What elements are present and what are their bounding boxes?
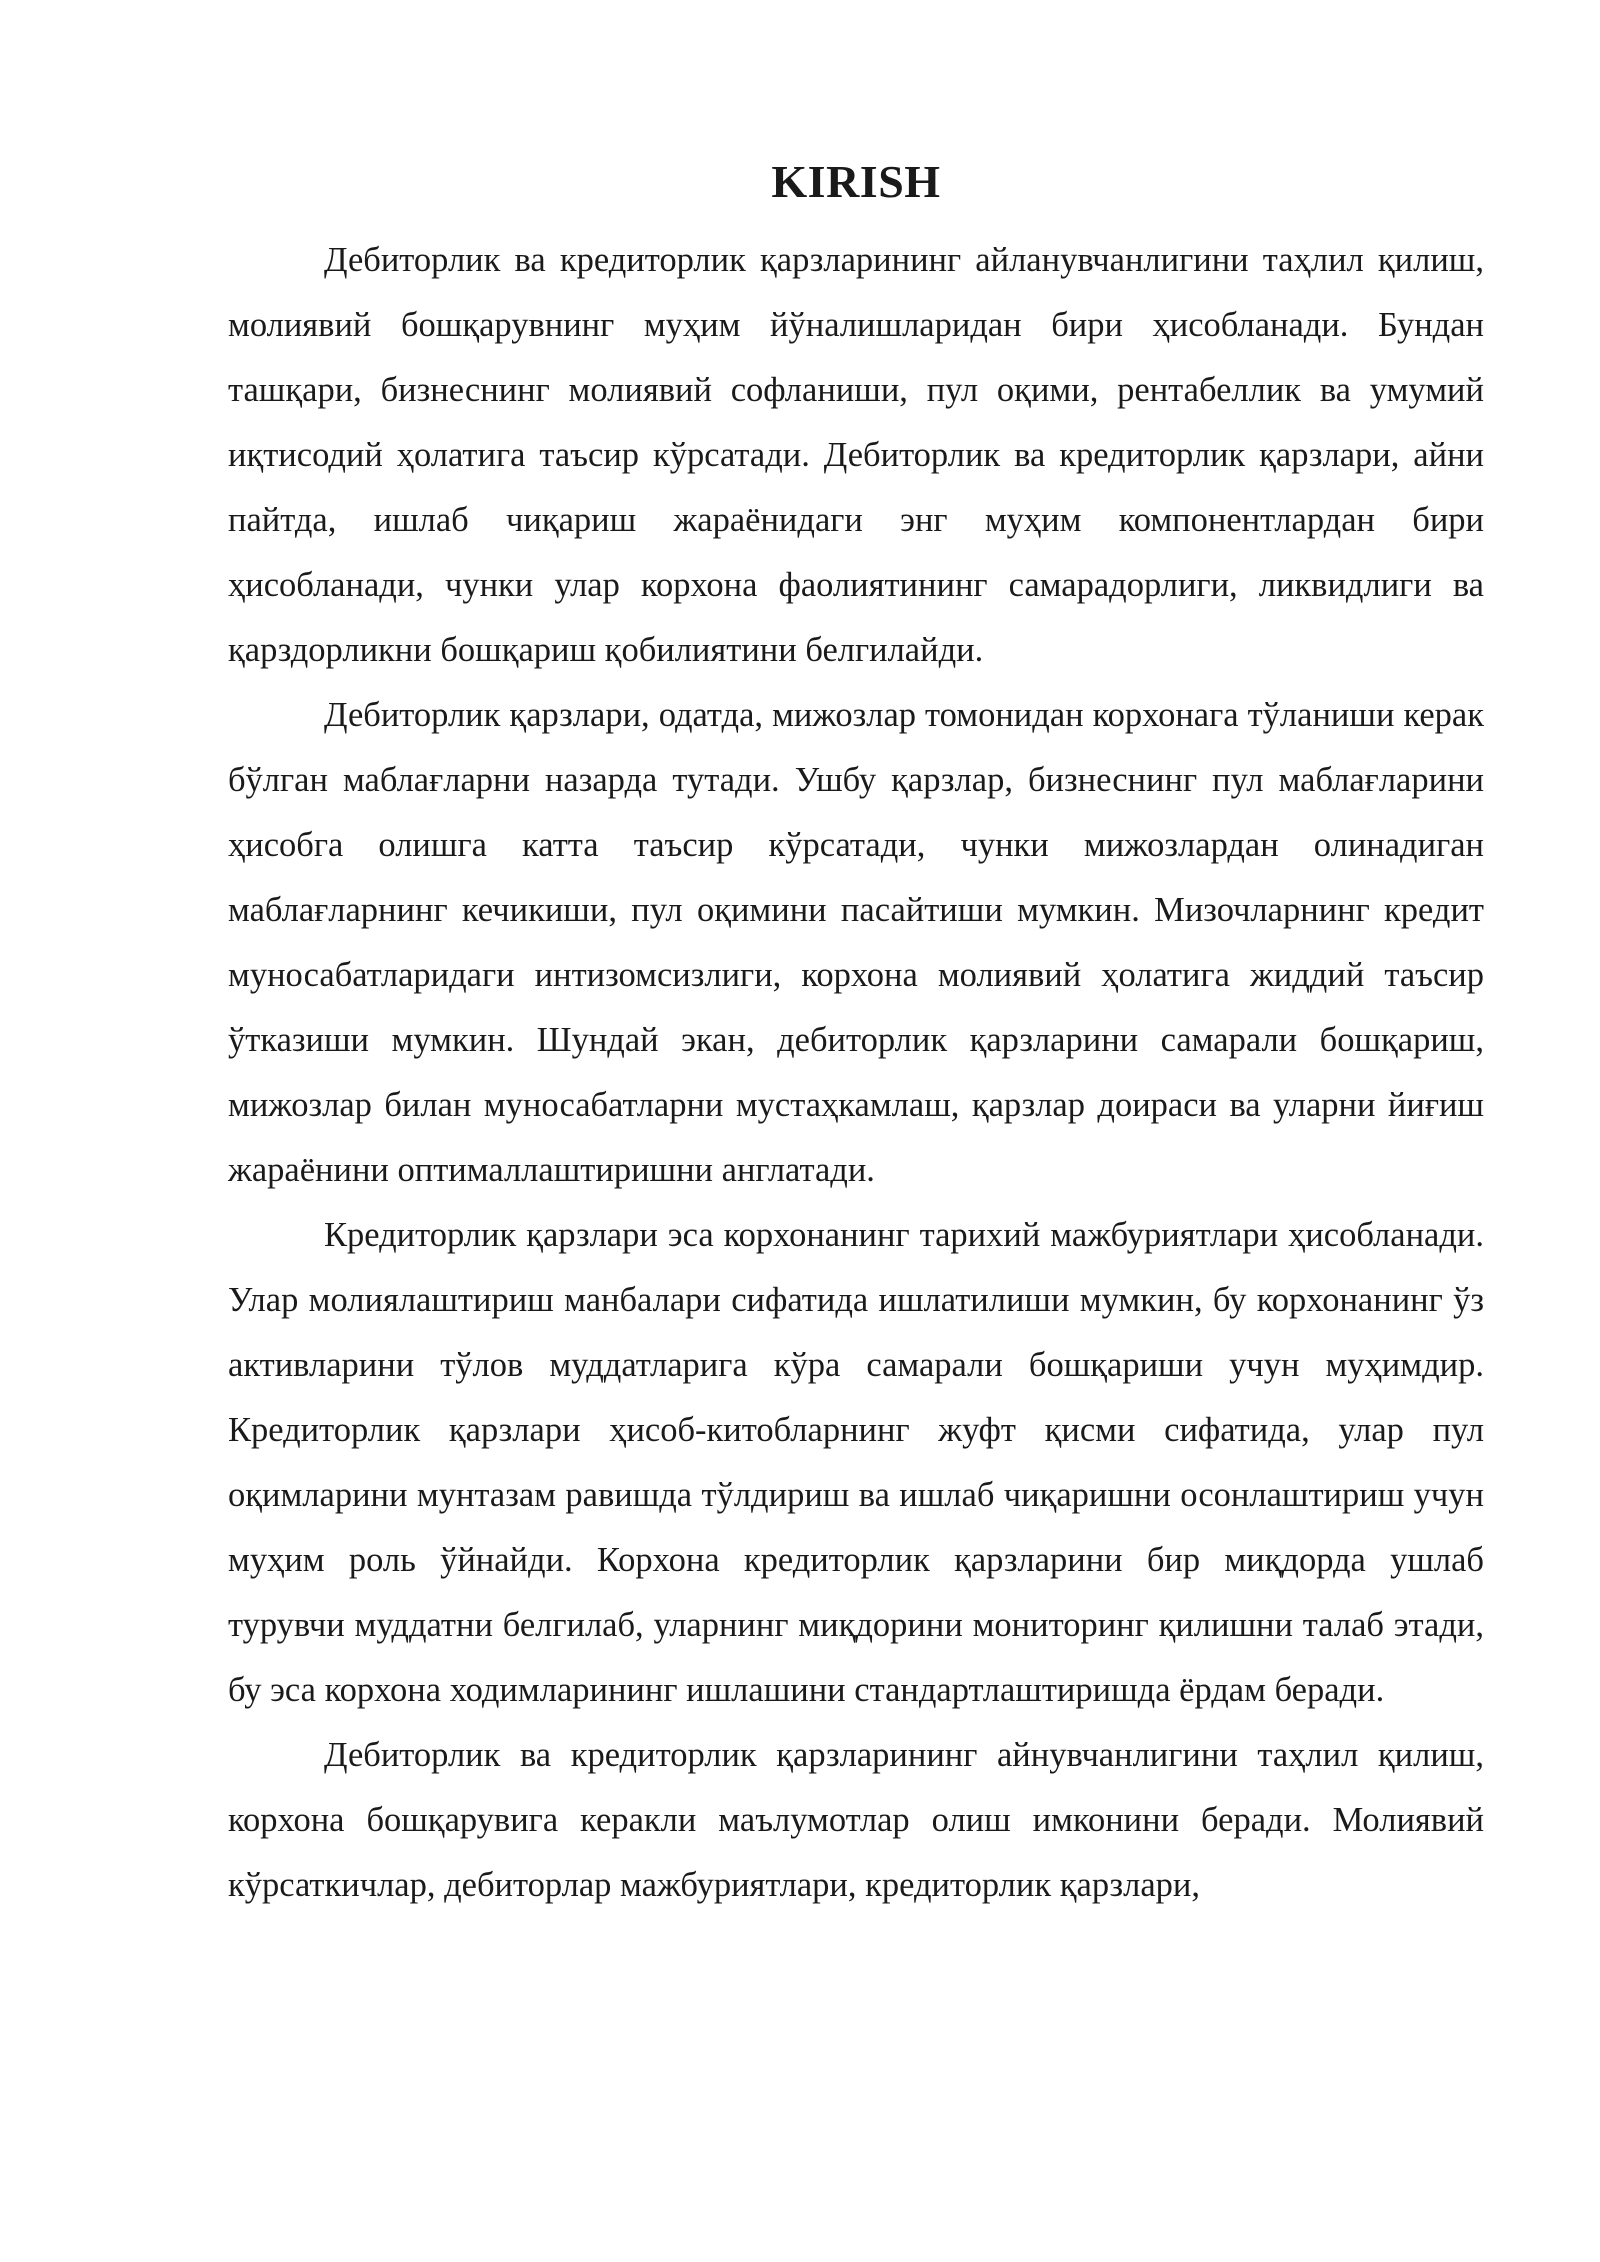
paragraph-4: Дебиторлик ва кредиторлик қарзларининг айнувчанлигини таҳлил қилиш, корхона бошқарувига керакли маълумотлар олиш имконини беради. Молиявий кўрсаткичлар, дебиторлар мажбуриятлари, кредиторлик қарзлари, [228, 1736, 1484, 1904]
paragraph-2: Дебиторлик қарзлари, одатда, мижозлар томонидан корхонага тўланиши керак бўлган маблағларни назарда тутади. Ушбу қарзлар, бизнеснинг пул маблағларини ҳисобга олишга катта таъсир кўрсатади, чунки мижозлардан олинадиган маблағларнинг кечикиши, пул оқимини пасайтиши мумкин. Мизочларнинг кредит муносабатларидаги интизомсизлиги, корхона молиявий ҳолатига жиддий таъсир ўтказиши мумкин. Шундай экан, дебиторлик қарзларини самарали бошқариш, мижозлар билан муносабатларни мустаҳкамлаш, қарзлар доираси ва уларни йиғиш жараёнини оптималлаштиришни англатади. [228, 696, 1484, 1189]
page-title: KIRISH [771, 156, 941, 207]
document-body [228, 228, 1484, 1918]
paragraph-3: Кредиторлик қарзлари эса корхонанинг тарихий мажбуриятлари ҳисобланади. Улар молиялаштириш манбалари сифатида ишлатилиши мумкин, бу корхонанинг ўз активларини тўлов муддатларига кўра самарали бошқариши учун муҳимдир. Кредиторлик қарзлари ҳисоб-китобларнинг жуфт қисми сифатида, улар пул оқимларини мунтазам равишда тўлдириш ва ишлаб чиқаришни осонлаштириш учун муҳим роль ўйнайди. Корхона кредиторлик қарзларини бир миқдорда ушлаб турувчи муддатни белгилаб, уларнинг миқдорини мониторинг қилишни талаб этади, бу эса корхона ходимларининг ишлашини стандартлаштиришда ёрдам беради. [228, 1216, 1484, 1709]
paragraph-1: Дебиторлик ва кредиторлик қарзларининг айланувчанлигини таҳлил қилиш, молиявий бошқарувнинг муҳим йўналишларидан бири ҳисобланади. Бундан ташқари, бизнеснинг молиявий софланиши, пул оқими, рентабеллик ва умумий иқтисодий ҳолатига таъсир кўрсатади. Дебиторлик ва кредиторлик қарзлари, айни пайтда, ишлаб чиқариш жараёнидаги энг муҳим компонентлардан бири ҳисобланади, чунки улар корхона фаолиятининг самарадорлиги, ликвидлиги ва қарздорликни бошқариш қобилиятини белгилайди. [228, 241, 1484, 669]
